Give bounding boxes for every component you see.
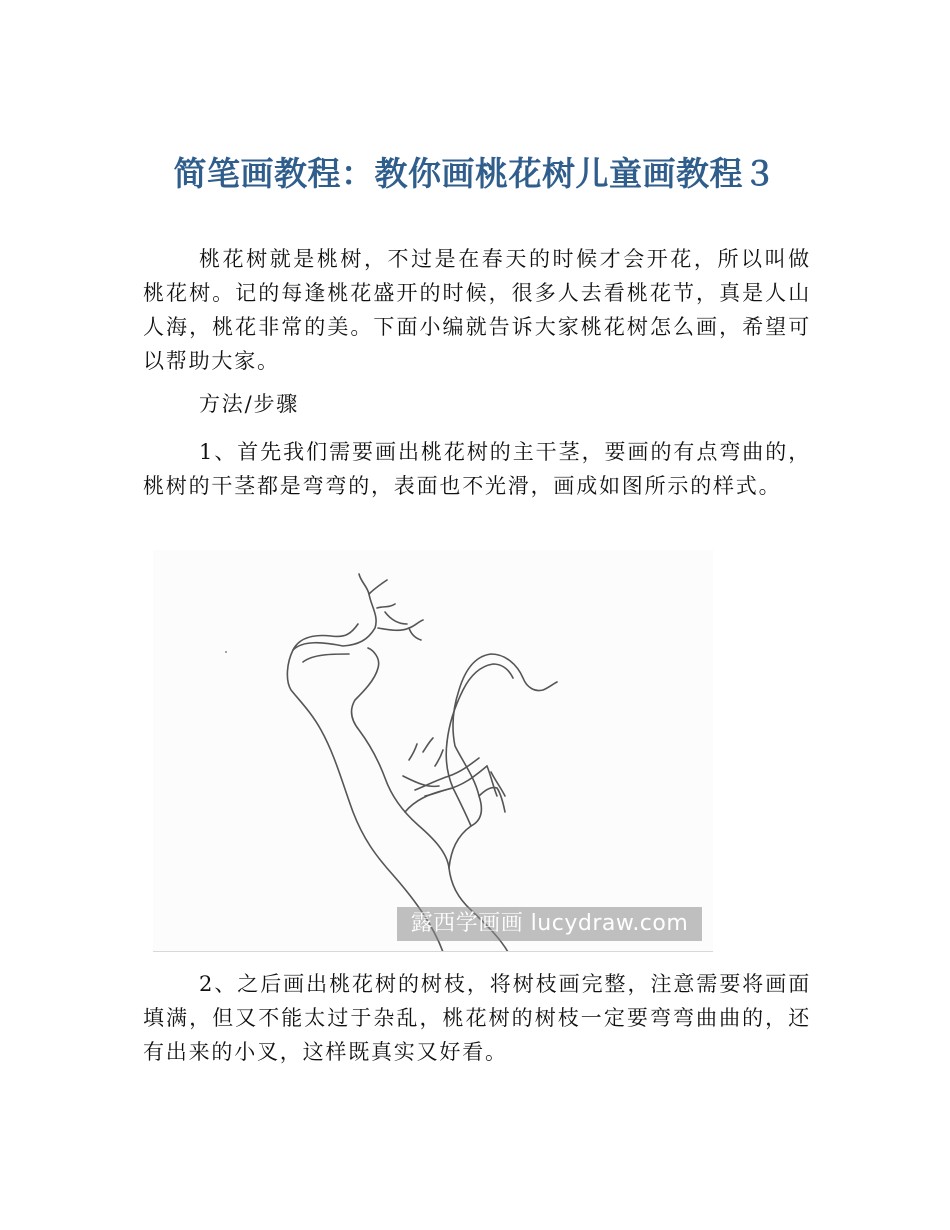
step-2-paragraph: 2、之后画出桃花树的树枝，将树枝画完整，注意需要将画面填满，但又不能太过于杂乱，桃花树的树枝一定要弯弯曲曲的，还有出来的小叉，这样既真实又好看。 [143,972,811,1064]
step-1-paragraph: 1、首先我们需要画出桃花树的主干茎，要画的有点弯曲的，桃树的干茎都是弯弯的，表面也不光滑，画成如图所示的样式。 [143,440,811,498]
figure-baseline [153,951,713,952]
page-title: 简笔画教程：教你画桃花树儿童画教程３ [173,154,777,193]
tree-trunk-illustration [153,550,713,952]
tree-trunk-sketch-icon [153,550,713,952]
intro-paragraph: 桃花树就是桃树，不过是在春天的时候才会开花，所以叫做桃花树。记的每逢桃花盛开的时候，很多人去看桃花节，真是人山人海，桃花非常的美。下面小编就告诉大家桃花树怎么画，希望可以帮助大家。 [143,247,811,373]
method-heading: 方法/步骤 [199,392,300,416]
watermark-label: 露西学画画 lucydraw.com [397,907,702,941]
